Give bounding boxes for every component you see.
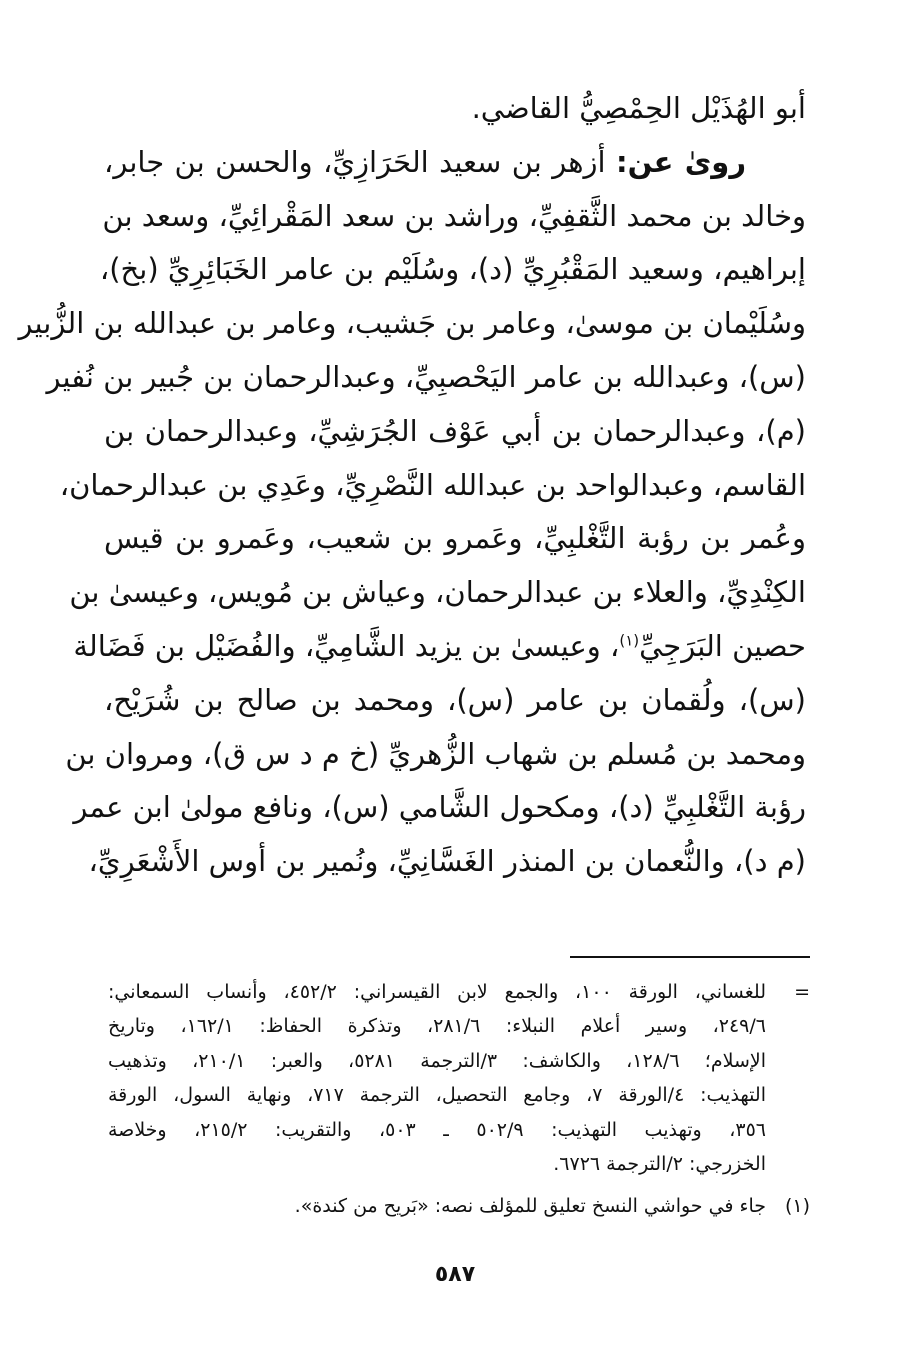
text-line: (س)، وعبدالله بن عامر اليَحْصبِيِّ، وعبدالرحمان بن جُبير بن نُفير: [46, 359, 806, 394]
continuation-marker: =: [794, 981, 810, 1003]
section-label: روىٰ عن:: [615, 144, 747, 179]
footnote-line: ٣٥٦، وتهذيب التهذيب: ٥٠٢/٩ ـ ٥٠٣، والتقريب: ٢١٥/٢، وخلاصة: [108, 1118, 766, 1141]
text-line-content: أزهر بن سعيد الحَرَازِيِّ، والحسن بن جابر،: [104, 144, 606, 179]
text-line: [104, 136, 806, 190]
text-line: (س)، ولُقمان بن عامر (س)، ومحمد بن صالح بن شُرَيْح،: [104, 682, 806, 717]
text-line: الكِنْدِيِّ، والعلاء بن عبدالرحمان، وعياش بن مُويس، وعيسىٰ بن: [69, 575, 806, 610]
text-line: [73, 620, 806, 674]
page-number: ٥٨٧: [434, 1262, 476, 1287]
text-line: وسُلَيْمان بن موسىٰ، وعامر بن جَشيب، وعامر بن عبدالله بن الزُّبير: [18, 306, 806, 341]
footnote-line: الخزرجي: ٢/الترجمة ٦٧٢٦.: [553, 1153, 766, 1176]
footnote-divider: [570, 956, 810, 958]
footnote-text: للغساني، الورقة ١٠٠، والجمع لابن القيسراني: ٤٥٢/٢، وأنساب السمعاني:: [108, 981, 766, 1003]
text-line: وعُمر بن رؤبة التَّغْلبِيِّ، وعَمرو بن شعيب، وعَمرو بن قيس: [104, 521, 806, 556]
text-line-content: حصين البَرَجِيِّ: [639, 628, 806, 663]
footnote-text: جاء في حواشي النسخ تعليق للمؤلف نصه: «بَريح من كندة».: [294, 1195, 766, 1218]
footnote-line: التهذيب: ٤/الورقة ٧، وجامع التحصيل، الترجمة ٧١٧، ونهاية السول، الورقة: [108, 1084, 766, 1107]
text-line: ومحمد بن مُسلم بن شهاب الزُّهريِّ (خ م د س ق)، ومروان بن: [65, 736, 806, 771]
text-line: (م)، وعبدالرحمان بن أبي عَوْف الجُرَشِيِّ، وعبدالرحمان بن: [104, 413, 806, 448]
footnote-line: الإسلام؛ ١٢٨/٦، والكاشف: ٣/الترجمة ٥٢٨١، والعبر: ٢١٠/١، وتذهيب: [108, 1049, 766, 1072]
text-line: (م د)، والنُّعمان بن المنذر الغَسَّانِيِّ، ونُمير بن أوس الأَشْعَرِيِّ،: [88, 844, 806, 879]
footnote-line: ٢٤٩/٦، وسير أعلام النبلاء: ٢٨١/٦، وتذكرة الحفاظ: ١٦٢/١، وتاريخ: [108, 1015, 766, 1038]
footnote-number: (١): [784, 1195, 810, 1218]
text-line: أبو الهُذَيْل الحِمْصِيُّ القاضي.: [471, 91, 806, 125]
text-line: وخالد بن محمد الثَّقفِيِّ، وراشد بن سعد المَقْرائِيِّ، وسعد بن: [102, 198, 806, 233]
footnotes: [108, 975, 810, 1224]
text-line-content: ، وعيسىٰ بن يزيد الشَّامِيِّ، والفُضَيْل بن فَضَالة: [73, 628, 620, 663]
text-line: القاسم، وعبدالواحد بن عبدالله النَّصْرِيِّ، وعَدِي بن عبدالرحمان،: [59, 467, 806, 502]
main-text: [18, 82, 806, 889]
footnote-reference[interactable]: (١): [619, 631, 640, 650]
text-line: رؤبة التَّغْلبِيِّ (د)، ومكحول الشَّامي (س)، ونافع مولىٰ ابن عمر: [73, 790, 806, 825]
footnote-line: [108, 975, 810, 1009]
text-line: إبراهيم، وسعيد المَقْبُرِيِّ (د)، وسُلَيْم بن عامر الخَبَائِرِيِّ (بخ)،: [99, 252, 806, 287]
footnote-1: [108, 1189, 810, 1223]
